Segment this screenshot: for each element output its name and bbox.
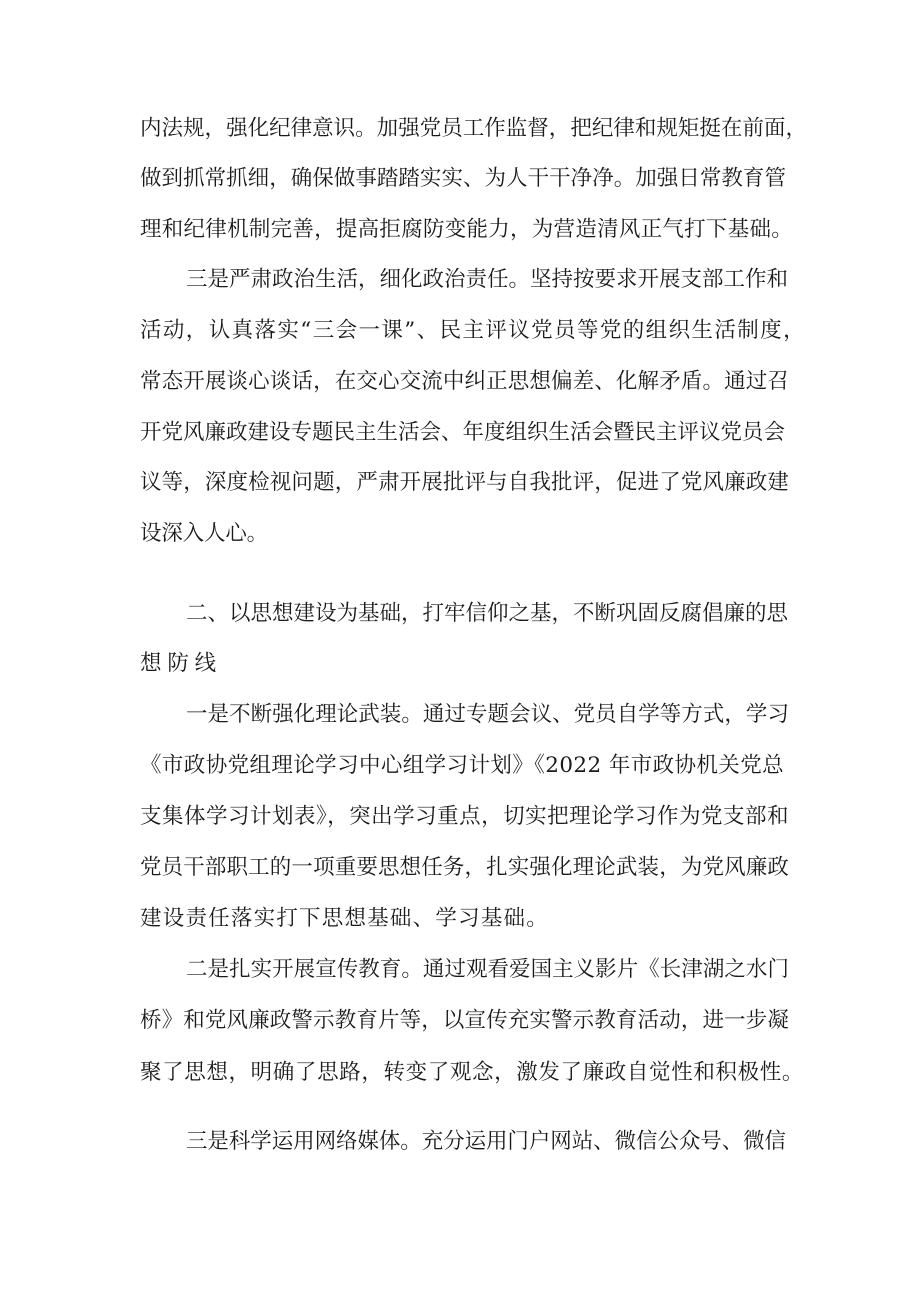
text-line: 一是不断强化理论武装。通过专题会议、党员自学等方式，学习 bbox=[186, 702, 789, 727]
text-line: 《市政协党组理论学习中心组学习计划》《2022 年市政协机关党总 bbox=[140, 753, 784, 778]
section-heading-line: 二、以思想建设为基础，打牢信仰之基，不断巩固反腐倡廉的思 bbox=[186, 601, 788, 626]
text-line: 三是科学运用网络媒体。充分运用门户网站、微信公众号、微信 bbox=[186, 1129, 786, 1154]
section-heading-line: 想防线 bbox=[140, 651, 222, 676]
text-line: 内法规，强化纪律意识。加强党员工作监督，把纪律和规矩挺在前面， bbox=[140, 116, 807, 141]
text-line: 活动，认真落实“三会一课”、民主评议党员等党的组织生活制度， bbox=[140, 318, 806, 343]
text-line: 二是扎实开展宣传教育。通过观看爱国主义影片《长津湖之水门 bbox=[186, 957, 789, 982]
text-line: 议等，深度检视问题，严肃开展批评与自我批评，促进了党风廉政建 bbox=[140, 470, 789, 495]
text-line: 党员干部职工的一项重要思想任务，扎实强化理论武装，为党风廉政 bbox=[140, 855, 789, 880]
text-line: 做到抓常抓细，确保做事踏踏实实、为人干干净净。加强日常教育管 bbox=[140, 166, 786, 191]
text-line: 桥》和党风廉政警示教育片等，以宣传充实警示教育活动，进一步凝 bbox=[140, 1008, 789, 1033]
text-line: 开党风廉政建设专题民主生活会、年度组织生活会暨民主评议党员会 bbox=[140, 420, 785, 445]
text-line: 常态开展谈心谈话，在交心交流中纠正思想偏差、化解矛盾。通过召 bbox=[140, 369, 789, 394]
text-line: 三是严肃政治生活，细化政治责任。坚持按要求开展支部工作和 bbox=[186, 267, 788, 292]
text-line: 理和纪律机制完善，提高拒腐防变能力，为营造清风正气打下基础。 bbox=[140, 217, 793, 242]
text-line: 设深入人心。 bbox=[140, 521, 268, 546]
text-line: 聚了思想，明确了思路，转变了观念，激发了廉政自觉性和积极性。 bbox=[140, 1060, 804, 1085]
text-line: 支集体学习计划表》，突出学习重点，切实把理论学习作为党支部和 bbox=[140, 804, 789, 829]
text-line: 建设责任落实打下思想基础、学习基础。 bbox=[140, 906, 549, 931]
